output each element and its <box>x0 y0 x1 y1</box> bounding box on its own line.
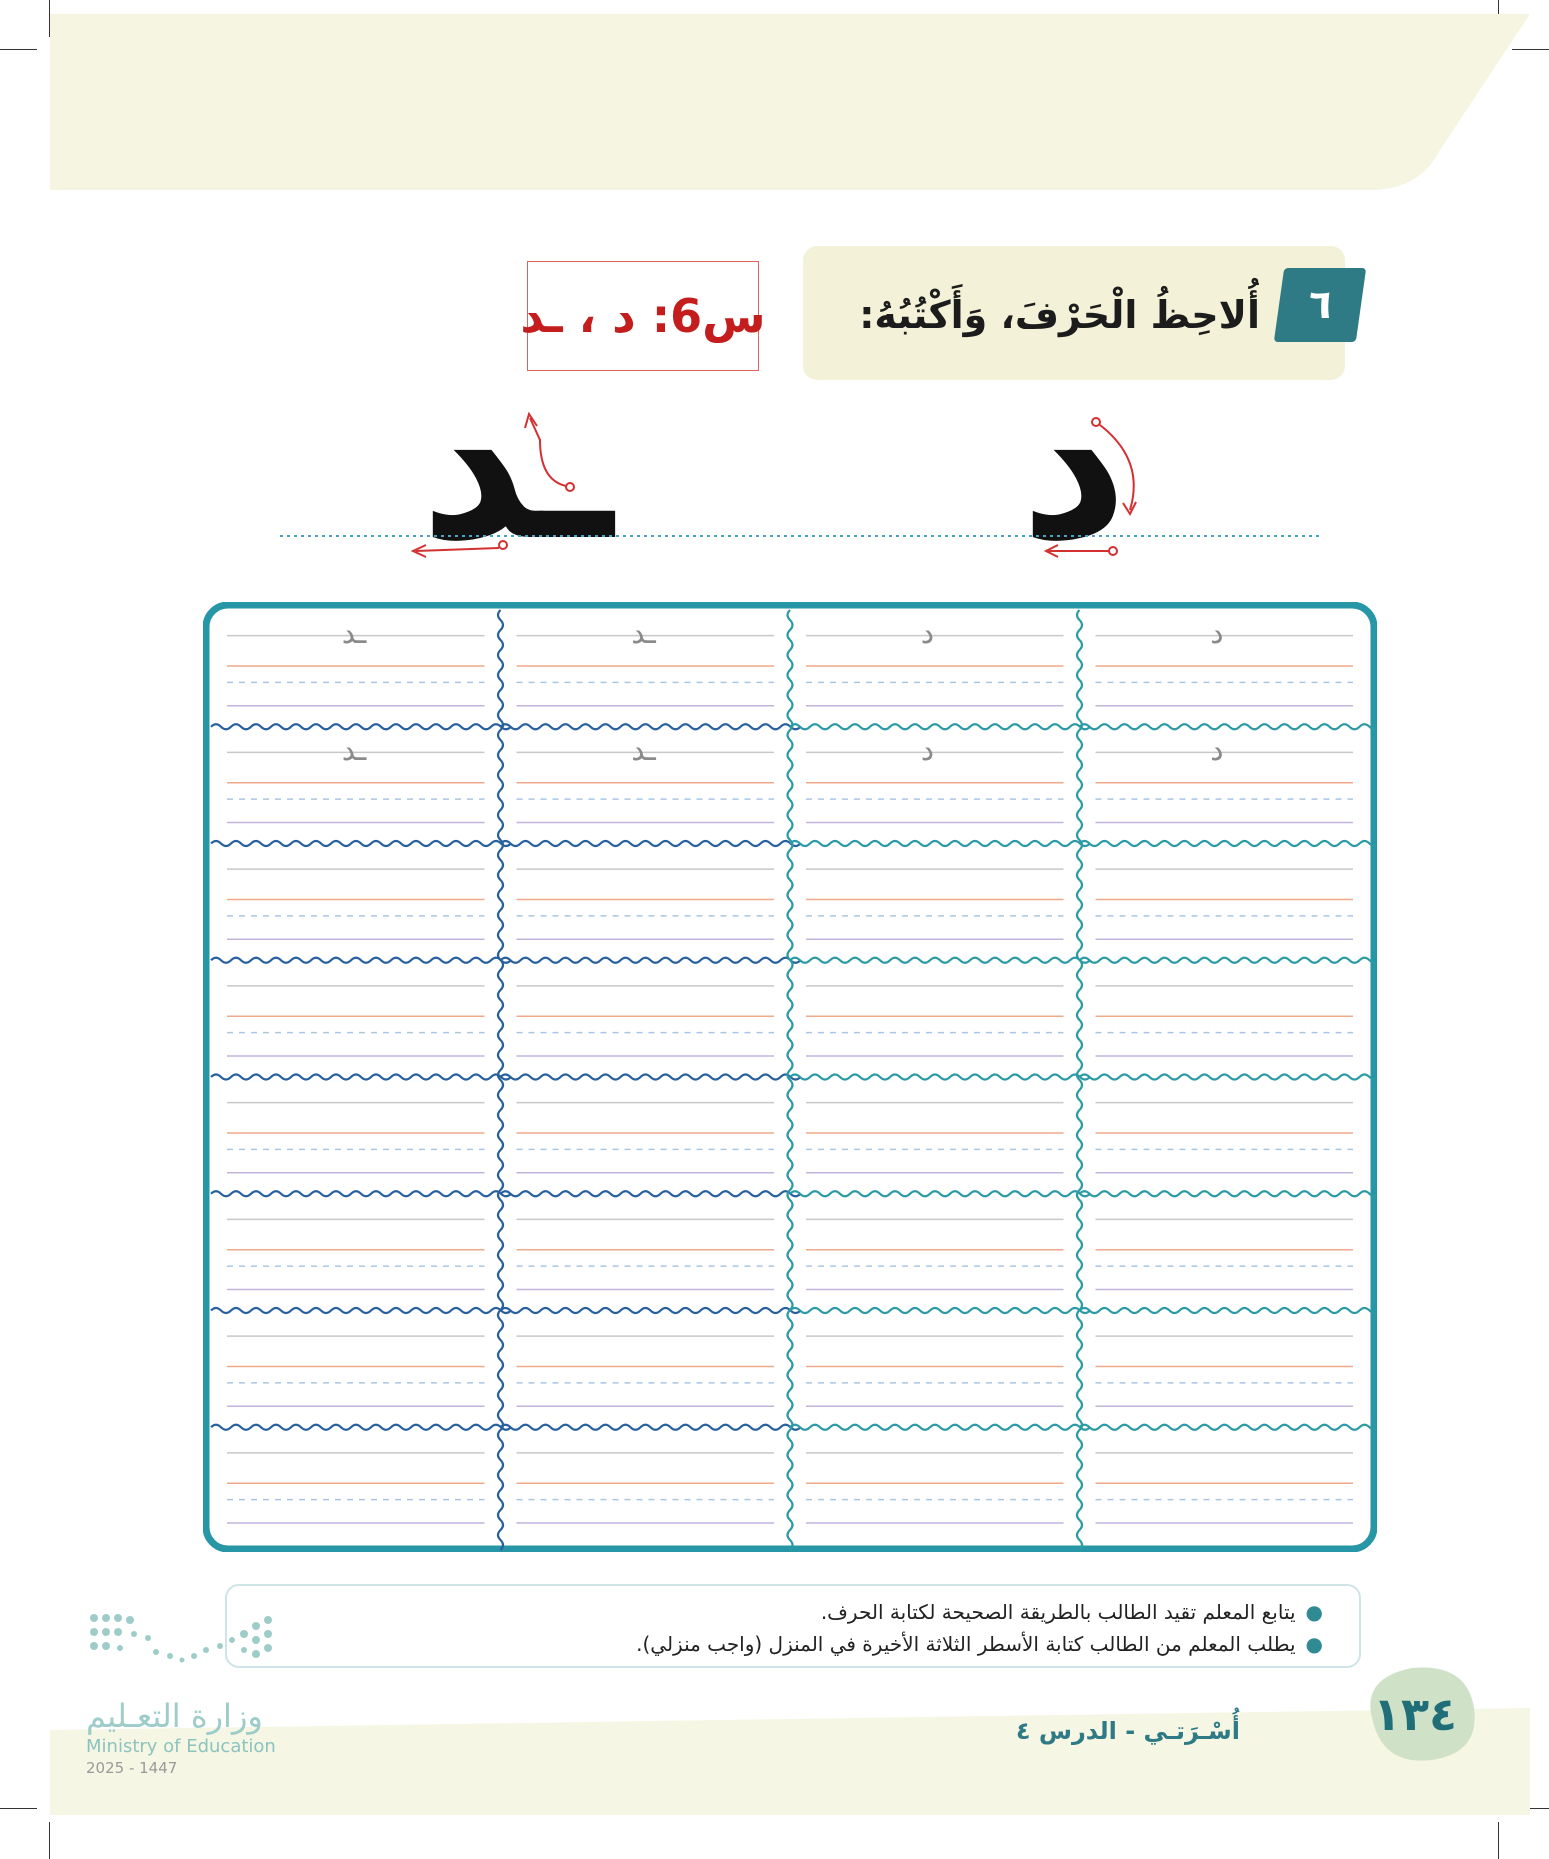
ministry-year: 2025 - 1447 <box>86 1759 178 1777</box>
practice-guide-letter: ـد <box>631 733 656 769</box>
answer-box: س6: د ، ـد <box>527 261 759 371</box>
practice-guide-letter: ـد <box>631 616 656 652</box>
ministry-name-en: Ministry of Education <box>86 1736 276 1757</box>
practice-guide-letter: د <box>920 616 935 652</box>
bullet-icon: ● <box>1305 1600 1323 1624</box>
practice-guide-letter: د <box>1210 733 1224 769</box>
practice-guide-letter: ـد <box>341 616 367 652</box>
practice-guide-letter: د <box>920 733 935 769</box>
page-number: ١٣٤ <box>1372 1687 1458 1741</box>
teacher-notes <box>225 1584 1361 1668</box>
question-number: ٦ <box>1274 268 1366 342</box>
arrow-icon <box>413 414 574 557</box>
crop-mark <box>1498 1822 1499 1859</box>
ministry-logo-icon <box>86 1610 276 1680</box>
practice-grid <box>203 602 1377 1552</box>
model-letter-isolated: د <box>1020 342 1128 587</box>
bullet-icon: ● <box>1305 1632 1323 1656</box>
ministry-name-ar: وزارة التعـليم <box>86 1697 263 1735</box>
stroke-guides <box>0 0 1549 600</box>
practice-guide-letter: ـد <box>341 733 367 769</box>
teacher-note: ●يتابع المعلم تقيد الطالب بالطريقة الصحيحة لكتابة الحرف. <box>820 1600 1323 1624</box>
practice-guide-letter: د <box>1210 616 1224 652</box>
practice-grid-lines <box>203 602 1377 1552</box>
question-instruction: أُلاحِظُ الْحَرْفَ، وَأَكْتُبُهُ: <box>859 293 1260 337</box>
lesson-title: أُسْـرَتـي - الدرس ٤ <box>1015 1717 1240 1745</box>
teacher-note: ●يطلب المعلم من الطالب كتابة الأسطر الثلاثة الأخيرة في المنزل (واجب منزلي). <box>636 1632 1323 1656</box>
model-letter-final: ـد <box>420 342 614 587</box>
crop-mark <box>49 1822 50 1859</box>
